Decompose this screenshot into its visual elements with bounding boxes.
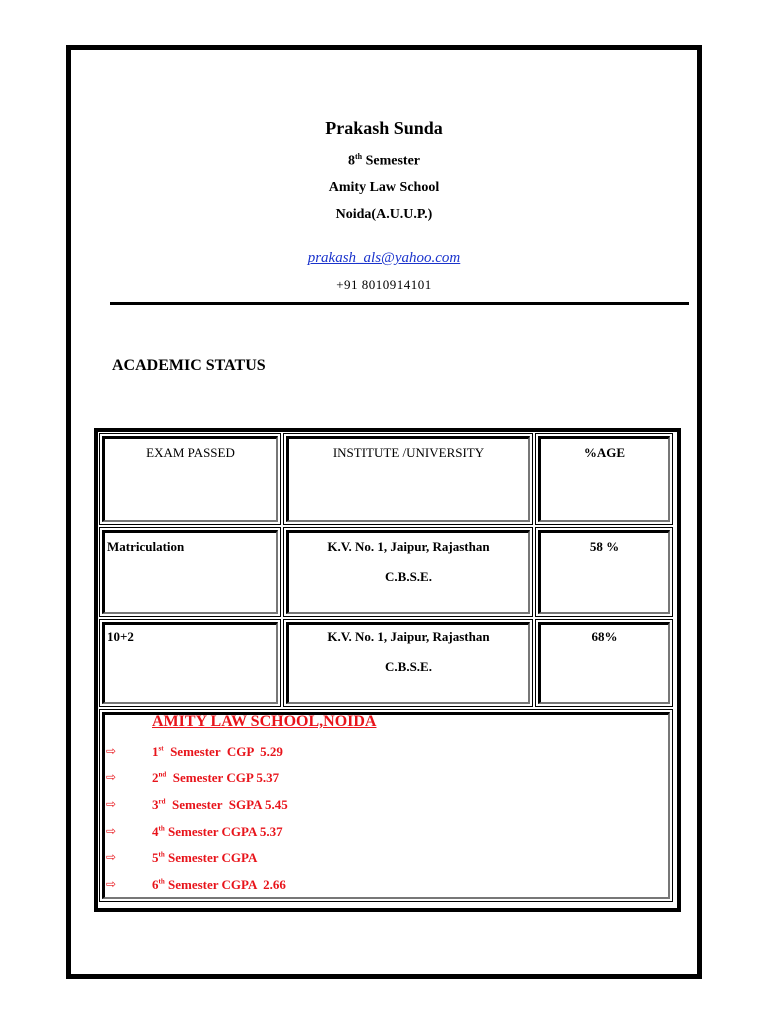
table-row-cell-percentage: 58 % bbox=[538, 530, 670, 614]
table-row-cell-institute: K.V. No. 1, Jaipur, Rajasthan C.B.S.E. bbox=[286, 530, 530, 614]
table-row-cell-exam: 10+2 bbox=[102, 622, 278, 704]
arrow-right-icon: ⇨ bbox=[106, 877, 117, 891]
candidate-name: Prakash Sunda bbox=[325, 118, 443, 138]
arrow-right-icon: ⇨ bbox=[106, 797, 117, 811]
phone-number: +91 8010914101 bbox=[336, 277, 432, 292]
header-divider bbox=[110, 302, 689, 305]
column-header-institute: INSTITUTE /UNIVERSITY bbox=[286, 436, 530, 522]
school-location: Noida(A.U.U.P.) bbox=[335, 207, 433, 222]
table-row-cell-institute: K.V. No. 1, Jaipur, Rajasthan C.B.S.E. bbox=[286, 622, 530, 704]
arrow-right-icon: ⇨ bbox=[106, 770, 117, 784]
email-link[interactable]: prakash_als@yahoo.com bbox=[307, 250, 461, 266]
column-header-percentage: %AGE bbox=[538, 436, 670, 522]
current-semester: 8th Semester bbox=[347, 152, 421, 169]
table-row-cell-percentage: 68% bbox=[538, 622, 670, 704]
table-row-cell-exam: Matriculation bbox=[102, 530, 278, 614]
school-name: Amity Law School bbox=[328, 180, 440, 195]
arrow-right-icon: ⇨ bbox=[106, 850, 117, 864]
arrow-right-icon: ⇨ bbox=[106, 824, 117, 838]
column-header-exam: EXAM PASSED bbox=[102, 436, 278, 522]
university-title: AMITY LAW SCHOOL,NOIDA bbox=[152, 713, 377, 730]
arrow-right-icon: ⇨ bbox=[106, 744, 117, 758]
section-title: ACADEMIC STATUS bbox=[112, 357, 266, 374]
